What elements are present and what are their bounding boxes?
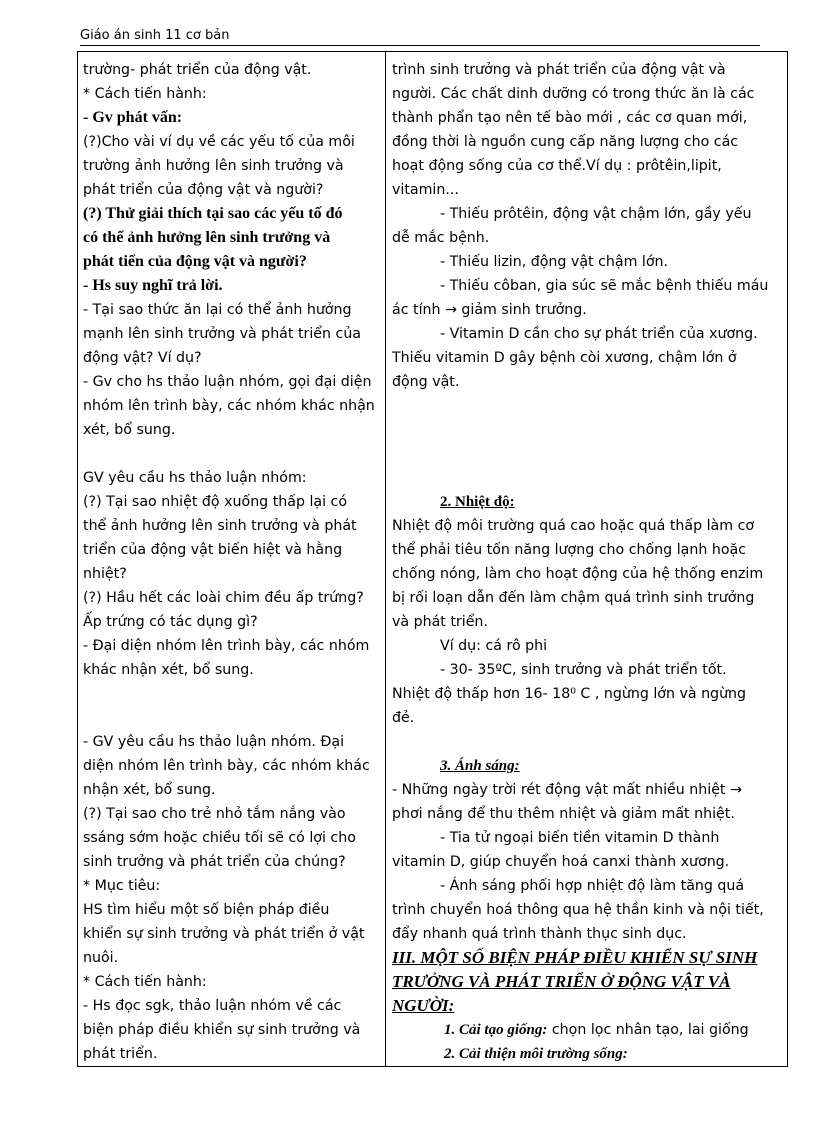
- left-line: mạnh lên sinh trưởng và phát triển của: [83, 326, 362, 342]
- left-line: sinh trưởng và phát triển của chúng?: [83, 854, 346, 870]
- left-line: nhận xét, bổ sung.: [83, 782, 216, 798]
- right-line: trình sinh trưởng và phát triển của động vật và: [392, 62, 726, 78]
- spacer: [392, 394, 784, 418]
- breeding-text: chọn lọc nhân tạo, lai giống: [547, 1022, 749, 1038]
- left-line: diện nhóm lên trình bày, các nhóm khác: [83, 758, 370, 774]
- left-line: - Gv cho hs thảo luận nhóm, gọi đại diện: [83, 374, 372, 390]
- left-line: ssáng sớm hoặc chiều tối sẽ có lợi cho: [83, 830, 356, 846]
- left-line: phát triển của động vật và người?: [83, 182, 324, 198]
- left-line: trường ảnh hưởng lên sinh trưởng và: [83, 158, 344, 174]
- left-line: thể ảnh hưởng lên sinh trưởng và phát: [83, 518, 357, 534]
- left-line: (?) Tại sao nhiệt độ xuống thấp lại có: [83, 494, 348, 510]
- section-heading-light: 3. Ánh sáng:: [440, 758, 520, 774]
- left-column: [83, 58, 381, 1066]
- left-line: triển của động vật biến hiệt và hằng: [83, 542, 343, 558]
- left-line: - Đại diện nhóm lên trình bày, các nhóm: [83, 638, 370, 654]
- section-heading-iii: TRƯỞNG VÀ PHÁT TRIỂN Ở ĐỘNG VẬT VÀ: [392, 972, 731, 991]
- right-line: vitamin...: [392, 182, 459, 198]
- right-line: đồng thời là nguồn cung cấp năng lượng cho các: [392, 134, 739, 150]
- spacer: [83, 442, 381, 466]
- right-line: - Thiếu lizin, động vật chậm lớn.: [440, 254, 669, 270]
- right-line: hoạt động sống của cơ thể.Ví dụ : prôtêin,lipit,: [392, 158, 722, 174]
- spacer: [392, 730, 784, 754]
- left-line: - Hs đọc sgk, thảo luận nhóm về các: [83, 998, 342, 1014]
- right-line: - Thiếu côban, gia súc sẽ mắc bệnh thiếu máu: [440, 278, 769, 294]
- right-line: người. Các chất dinh dưỡng có trong thức ăn là các: [392, 86, 755, 102]
- left-line: động vật? Ví dụ?: [83, 350, 202, 366]
- right-line: Ví dụ: cá rô phi: [440, 638, 548, 654]
- subheading-breeding: 1. Cải tạo giống:: [444, 1022, 548, 1038]
- left-line: nhóm lên trình bày, các nhóm khác nhận: [83, 398, 375, 414]
- right-line: - Những ngày trời rét động vật mất nhiều nhiệt →: [392, 782, 742, 798]
- right-line: - Ánh sáng phối hợp nhiệt độ làm tăng quá: [440, 878, 745, 894]
- left-line: * Cách tiến hành:: [83, 974, 207, 990]
- right-line: dễ mắc bệnh.: [392, 230, 490, 246]
- left-line: - GV yêu cầu hs thảo luận nhóm. Đại: [83, 734, 345, 750]
- left-line: khiển sự sinh trưởng và phát triển ở vật: [83, 926, 365, 942]
- left-line: * Mục tiêu:: [83, 878, 161, 894]
- right-line: - Vitamin D cần cho sự phát triển của xương.: [440, 326, 758, 342]
- left-line: (?) Hầu hết các loài chim đều ấp trứng?: [83, 590, 364, 606]
- right-line: bị rối loạn dẫn đến làm chậm quá trình sinh trưởng: [392, 590, 755, 606]
- left-line: Ấp trứng có tác dụng gì?: [83, 614, 258, 630]
- left-line: * Cách tiến hành:: [83, 86, 207, 102]
- page-header: Giáo án sinh 11 cơ bản: [80, 28, 230, 43]
- left-line: (?)Cho vài ví dụ về các yếu tố của môi: [83, 134, 355, 150]
- left-line: trường- phát triển của động vật.: [83, 62, 312, 78]
- section-heading-temperature: 2. Nhiệt độ:: [440, 494, 515, 510]
- left-line: nuôi.: [83, 950, 119, 966]
- right-line: Nhiệt độ thấp hơn 16- 18⁰ C , ngừng lớn và ngừng: [392, 686, 747, 702]
- left-line: biện pháp điều khiển sự sinh trưởng và: [83, 1022, 361, 1038]
- left-bold-line: có thể ảnh hưởng lên sinh trưởng và: [83, 229, 331, 246]
- header-rule: [80, 45, 760, 46]
- left-line: (?) Tại sao cho trẻ nhỏ tắm nắng vào: [83, 806, 346, 822]
- left-line: xét, bổ sung.: [83, 422, 176, 438]
- right-line: vitamin D, giúp chuyển hoá canxi thành xương.: [392, 854, 730, 870]
- left-line: GV yêu cầu hs thảo luận nhóm:: [83, 470, 307, 486]
- right-line: Thiếu vitamin D gây bệnh còi xương, chậm lớn ở: [392, 350, 737, 366]
- right-line: [392, 1018, 784, 1042]
- spacer: [83, 682, 381, 706]
- spacer: [392, 418, 784, 442]
- right-line: và phát triển.: [392, 614, 488, 630]
- left-heading: - Gv phát vấn:: [83, 109, 183, 126]
- left-line: khác nhận xét, bổ sung.: [83, 662, 254, 678]
- right-line: Nhiệt độ môi trường quá cao hoặc quá thấp làm cơ: [392, 518, 755, 534]
- left-line: phát triển.: [83, 1046, 158, 1062]
- right-line: thành phẩn tạo nên tế bào mới , các cơ quan mới,: [392, 110, 748, 126]
- right-line: chống nóng, làm cho hoạt động của hệ thống enzim: [392, 566, 764, 582]
- spacer: [392, 442, 784, 466]
- left-line: HS tìm hiểu một số biện pháp điều: [83, 902, 330, 918]
- left-bold-line: - Hs suy nghĩ trả lời.: [83, 277, 223, 294]
- right-column: [392, 58, 784, 1066]
- left-bold-line: (?) Thử giải thích tại sao các yếu tố đó: [83, 205, 343, 222]
- right-line: - Tia tử ngoại biến tiền vitamin D thành: [440, 830, 720, 846]
- right-line: thể phải tiêu tốn năng lượng cho chống lạnh hoặc: [392, 542, 746, 558]
- subheading-environment: 2. Cải thiện môi trường sống:: [444, 1046, 628, 1062]
- right-line: đẻ.: [392, 710, 415, 726]
- section-heading-iii: NGƯỜI:: [392, 996, 455, 1015]
- spacer: [392, 466, 784, 490]
- right-line: đẩy nhanh quá trình thành thục sinh dục.: [392, 926, 687, 942]
- right-line: động vật.: [392, 374, 460, 390]
- right-line: - 30- 35ºC, sinh trưởng và phát triển tốt.: [440, 662, 727, 678]
- right-line: trình chuyển hoá thông qua hệ thần kinh và nội tiết,: [392, 902, 764, 918]
- left-bold-line: phát tiển của động vật và người?: [83, 253, 307, 270]
- column-divider: [385, 51, 386, 1067]
- right-line: phơi nắng để thu thêm nhiệt và giảm mất nhiệt.: [392, 806, 735, 822]
- spacer: [83, 706, 381, 730]
- right-line: - Thiếu prôtêin, động vật chậm lớn, gầy yếu: [440, 206, 752, 222]
- left-line: nhiệt?: [83, 566, 127, 582]
- right-line: ác tính → giảm sinh trưởng.: [392, 302, 587, 318]
- left-line: - Tại sao thức ăn lại có thể ảnh hưởng: [83, 302, 352, 318]
- section-heading-iii: III. MỘT SỐ BIỆN PHÁP ĐIỀU KHIỂN SỰ SINH: [392, 948, 758, 967]
